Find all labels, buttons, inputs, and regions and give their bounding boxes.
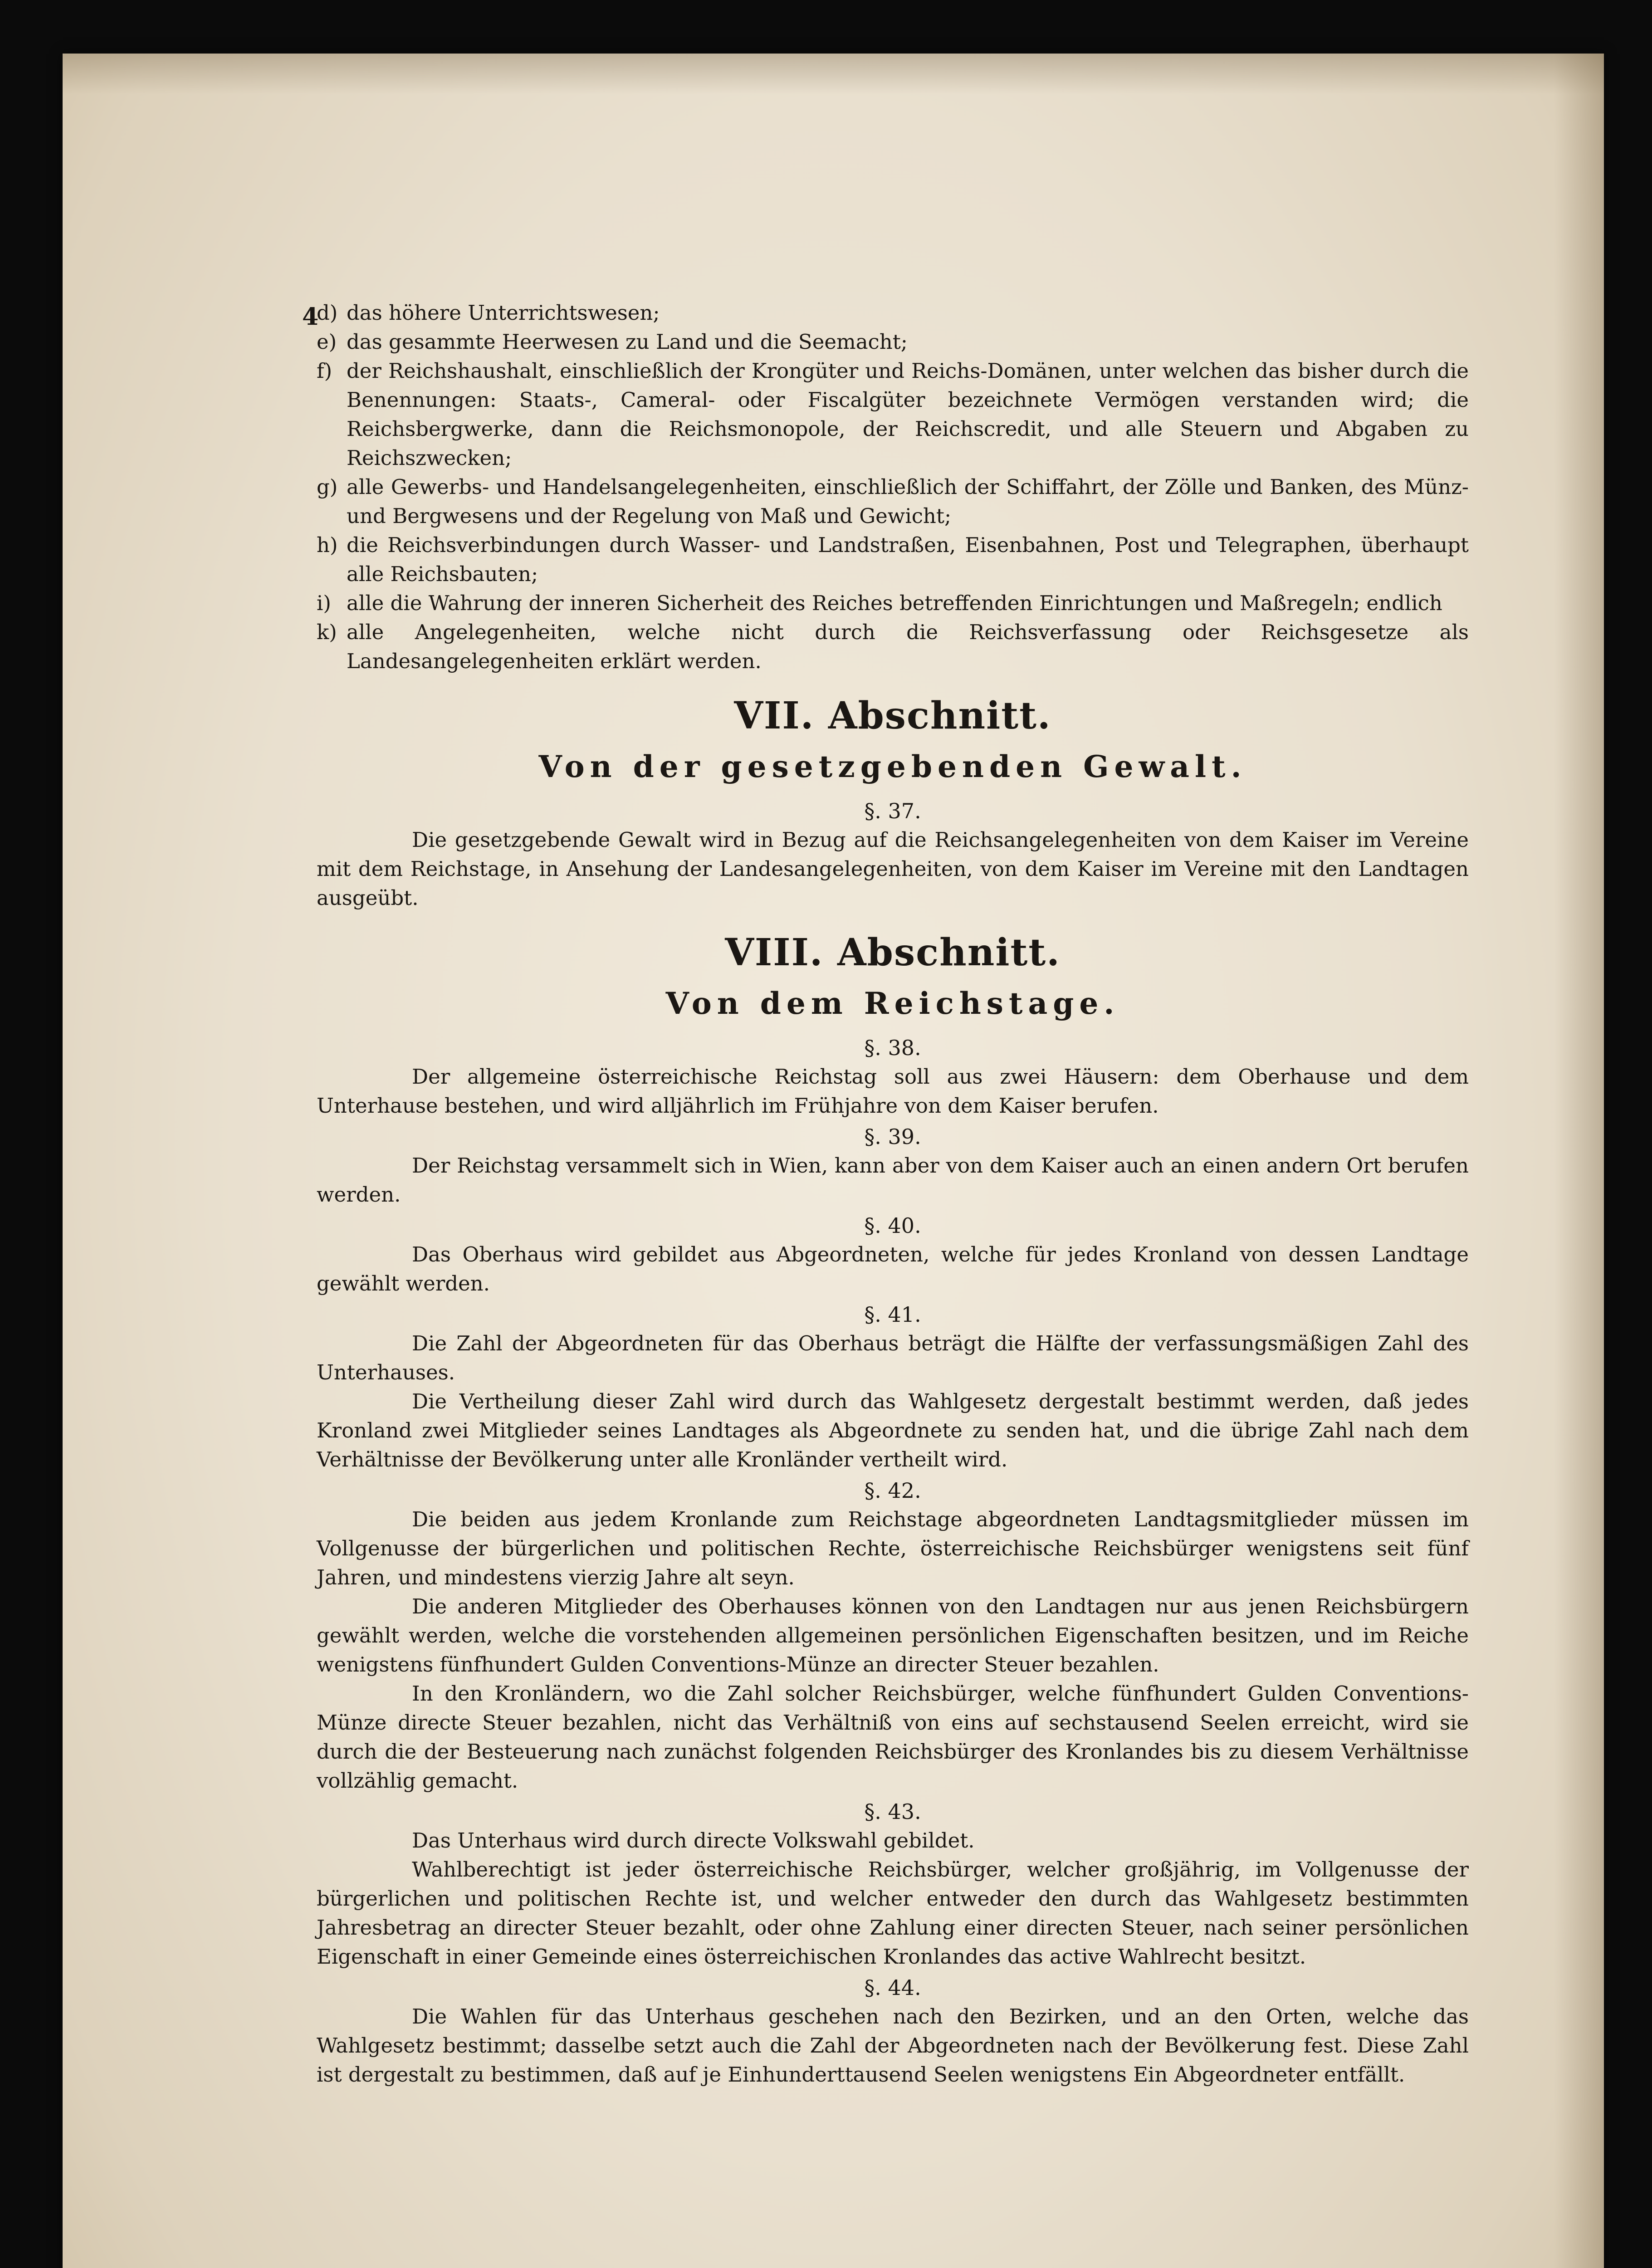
paragraph-37: Die gesetzgebende Gewalt wird in Bezug auf die Reichsangelegenheiten von dem Kaiser im Vereine mit dem Reichstage, in Ansehung der Landesangelegenheiten, von dem Kaiser im Vereine mit den Landtagen ausgeübt.	[317, 828, 1469, 910]
paragraph-43a: Das Unterhaus wird durch directe Volkswahl gebildet.	[412, 1828, 975, 1853]
paragraph-39-heading: §. 39.	[864, 1124, 921, 1149]
section-7-title: VII. Abschnitt.	[734, 694, 1051, 738]
paragraph-42a: Die beiden aus jedem Kronlande zum Reichstage abgeordneten Landtagsmitglieder müssen im Vollgenusse der bürgerlichen und politischen Rechte, österreichische Reichsbürger wenigstens seit fünf Jahren, und mindestens vierzig Jahre alt seyn.	[317, 1507, 1469, 1589]
list-label: h)	[317, 533, 338, 557]
paragraph-41-heading: §. 41.	[864, 1302, 921, 1327]
page-content	[317, 298, 1469, 2089]
list-label: g)	[317, 475, 338, 499]
list-item	[317, 473, 1469, 531]
list-label: d)	[317, 301, 338, 325]
list-label: e)	[317, 330, 337, 354]
section-7-subtitle: Von der gesetzgebenden Gewalt.	[538, 749, 1247, 784]
document-page	[63, 54, 1604, 2268]
paragraph-37-heading: §. 37.	[864, 799, 921, 823]
paragraph-40: Das Oberhaus wird gebildet aus Abgeordneten, welche für jedes Kronland von dessen Landtage gewählt werden.	[317, 1242, 1469, 1295]
list-text: das gesammte Heerwesen zu Land und die Seemacht;	[347, 330, 908, 354]
paragraph-44: Die Wahlen für das Unterhaus geschehen nach den Bezirken, und an den Orten, welche das Wahlgesetz bestimmt; dasselbe setzt auch die Zahl der Abgeordneten nach der Bevölkerung fest. Diese Zahl ist dergestalt zu bestimmen, daß auf je Einhunderttausend Seelen wenigstens Ein Abgeordneter entfällt.	[317, 2004, 1469, 2087]
page-number: 4	[302, 303, 319, 331]
list-label: k)	[317, 620, 337, 644]
list-item	[317, 327, 1469, 357]
list-text: alle Angelegenheiten, welche nicht durch die Reichsverfassung oder Reichsgesetze als Landesangelegenheiten erklärt werden.	[347, 620, 1469, 673]
paragraph-43b: Wahlberechtigt ist jeder österreichische Reichsbürger, welcher großjährig, im Vollgenusse der bürgerlichen und politischen Rechte ist, und welcher entweder den durch das Wahlgesetz bestimmten Jahresbetrag an directer Steuer bezahlt, oder ohne Zahlung einer directen Steuer, nach seiner persönlichen Eigenschaft in einer Gemeinde eines österreichischen Kronlandes das active Wahlrecht besitzt.	[317, 1857, 1469, 1969]
list-text: die Reichsverbindungen durch Wasser- und Landstraßen, Eisenbahnen, Post und Telegraphen, überhaupt alle Reichsbauten;	[347, 533, 1469, 586]
list-text: alle die Wahrung der inneren Sicherheit des Reiches betreffenden Einrichtungen und Maßregeln; endlich	[347, 591, 1442, 615]
list-text: alle Gewerbs- und Handelsangelegenheiten, einschließlich der Schiffahrt, der Zölle und Banken, des Münz- und Bergwesens und der Regelung von Maß und Gewicht;	[347, 475, 1469, 528]
section-8-subtitle: Von dem Reichstage.	[665, 986, 1120, 1021]
paragraph-39: Der Reichstag versammelt sich in Wien, kann aber von dem Kaiser auch an einen andern Ort berufen werden.	[317, 1154, 1469, 1207]
paragraph-41a: Die Zahl der Abgeordneten für das Oberhaus beträgt die Hälfte der verfassungsmäßigen Zahl des Unterhauses.	[317, 1331, 1469, 1384]
paragraph-41b: Die Vertheilung dieser Zahl wird durch das Wahlgesetz dergestalt bestimmt werden, daß jedes Kronland zwei Mitglieder seines Landtages als Abgeordnete zu senden hat, und die übrige Zahl nach dem Verhältnisse der Bevölkerung unter alle Kronländer vertheilt wird.	[317, 1389, 1469, 1471]
list-text: der Reichshaushalt, einschließlich der Krongüter und Reichs-Domänen, unter welchen das bisher durch die Benennungen: Staats-, Cameral- oder Fiscalgüter bezeichnete Vermögen verstanden wird; die Reichsbergwerke, dann die Reichsmonopole, der Reichscredit, und alle Steuern und Abgaben zu Reichszwecken;	[347, 359, 1469, 470]
list-label: i)	[317, 591, 331, 615]
list-section	[317, 298, 1469, 676]
list-label: f)	[317, 359, 332, 383]
list-item	[317, 298, 1469, 327]
paragraph-44-heading: §. 44.	[864, 1975, 921, 2000]
list-item	[317, 618, 1469, 676]
section-8-title: VIII. Abschnitt.	[725, 931, 1061, 974]
list-text: das höhere Unterrichtswesen;	[347, 301, 660, 325]
paragraph-40-heading: §. 40.	[864, 1213, 921, 1238]
paragraph-38-heading: §. 38.	[864, 1036, 921, 1060]
list-item	[317, 357, 1469, 473]
paragraph-42b: Die anderen Mitglieder des Oberhauses können von den Landtagen nur aus jenen Reichsbürgern gewählt werden, welche die vorstehenden allgemeinen persönlichen Eigenschaften besitzen, und im Reiche wenigstens fünfhundert Gulden Conventions-Münze an directer Steuer bezahlen.	[317, 1594, 1469, 1677]
list-item	[317, 531, 1469, 589]
list-item	[317, 589, 1469, 618]
paragraph-38: Der allgemeine österreichische Reichstag soll aus zwei Häusern: dem Oberhause und dem Unterhause bestehen, und wird alljährlich im Frühjahre von dem Kaiser berufen.	[317, 1065, 1469, 1118]
paragraph-42c: In den Kronländern, wo die Zahl solcher Reichsbürger, welche fünfhundert Gulden Conventions-Münze directe Steuer bezahlen, nicht das Verhältniß von eins auf sechstausend Seelen erreicht, wird sie durch die der Besteuerung nach zunächst folgenden Reichsbürger des Kronlandes bis zu diesem Verhältnisse vollzählig gemacht.	[317, 1681, 1469, 1793]
paragraph-42-heading: §. 42.	[864, 1478, 921, 1503]
paragraph-43-heading: §. 43.	[864, 1799, 921, 1824]
